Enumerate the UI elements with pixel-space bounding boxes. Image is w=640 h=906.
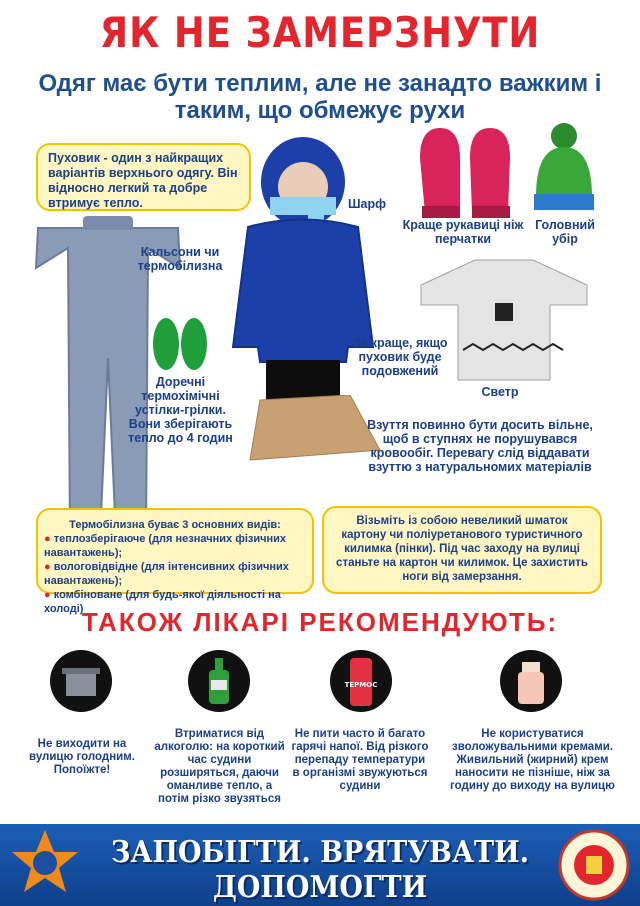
jacket-length-label: За краще, якщо пуховик буде подовжений [352,336,448,378]
sweater-label: Светр [481,385,519,399]
thermos-icon [330,650,392,712]
recommendations-title: ТАКОЖ ЛІКАРІ РЕКОМЕНДУЮТЬ: [81,607,559,637]
jacket-bubble: Пуховик - один з найкращих варіантів верхнього одягу. Він відносно легкий та добре втримує тепло. [36,143,251,211]
recommendation-text: Не виходити на вулицю голодним. Попоїжте! [29,738,135,776]
pot-icon [50,650,112,712]
insoles-icon [150,316,210,372]
cardboard-bubble: Візьміть із собою невеликий шматок картону чи поліуретанового туристичного килимка (пінки). Під час заходу на вулиці станьте на картон чи килимок. Це захистить ноги від замерзання. [322,506,602,594]
mittens-icon [410,128,520,220]
thermal-intro: Термобілизна буває 3 основних видів: [69,519,281,531]
recommendation-text: Не користуватися зволожувальними кремами. Живильний (жирний) крем наносити не пізніше, ніж за годину до виходу на вулицю [450,728,615,792]
thermos-label: ТЕРМОС [344,681,378,689]
shoes-label: Взуття повинно бути досить вільне, щоб в ступнях не порушувався кровообіг. Перевагу слід віддавати взуттю з натуральномих матеріалів [367,418,593,474]
thermal-bubble [36,508,314,615]
mittens-label: Краще рукавиці ніж перчатки [402,218,524,246]
longjohns-label: Кальсони чи термобілизна [137,245,223,273]
footer-slogan: ЗАПОБІГТИ. ВРЯТУВАТИ. ДОПОМОГТИ [111,835,529,905]
insoles-label: Доречні термохімічні устілки-грілки. Вони зберігають тепло до 4 годин [128,375,233,445]
scarf-label: Шарф [348,197,387,211]
thermal-item: ● комбіноване (для будь-якої діяльності на холоді) [44,589,281,615]
seal-icon [556,828,632,902]
recommendation-text: Не пити часто й багато гарячі напої. Від різкого перепаду температури в організмі звужуються судини [291,728,429,792]
recommendation-text: Втриматися від алкоголю: на короткий час судини розширяться, даючи оманливе тепло, а потім різко звузяться [154,728,285,805]
thermal-item: ● вологовідвідне (для інтенсивних фізичних навантажень); [44,561,289,587]
page-title: ЯК НЕ ЗАМЕРЗНУТИ [99,8,541,57]
cream-icon [500,650,562,712]
thermal-item: ● теплозберігаюче (для незначних фізичних навантажень); [44,533,287,559]
emblem-icon [10,828,80,902]
hat-label: Головний убір [535,218,595,246]
bottle-icon [188,650,250,712]
page-subtitle: Одяг має бути теплим, але не занадто важким і таким, що обмежує рухи [38,70,602,124]
hat-icon [528,122,600,212]
